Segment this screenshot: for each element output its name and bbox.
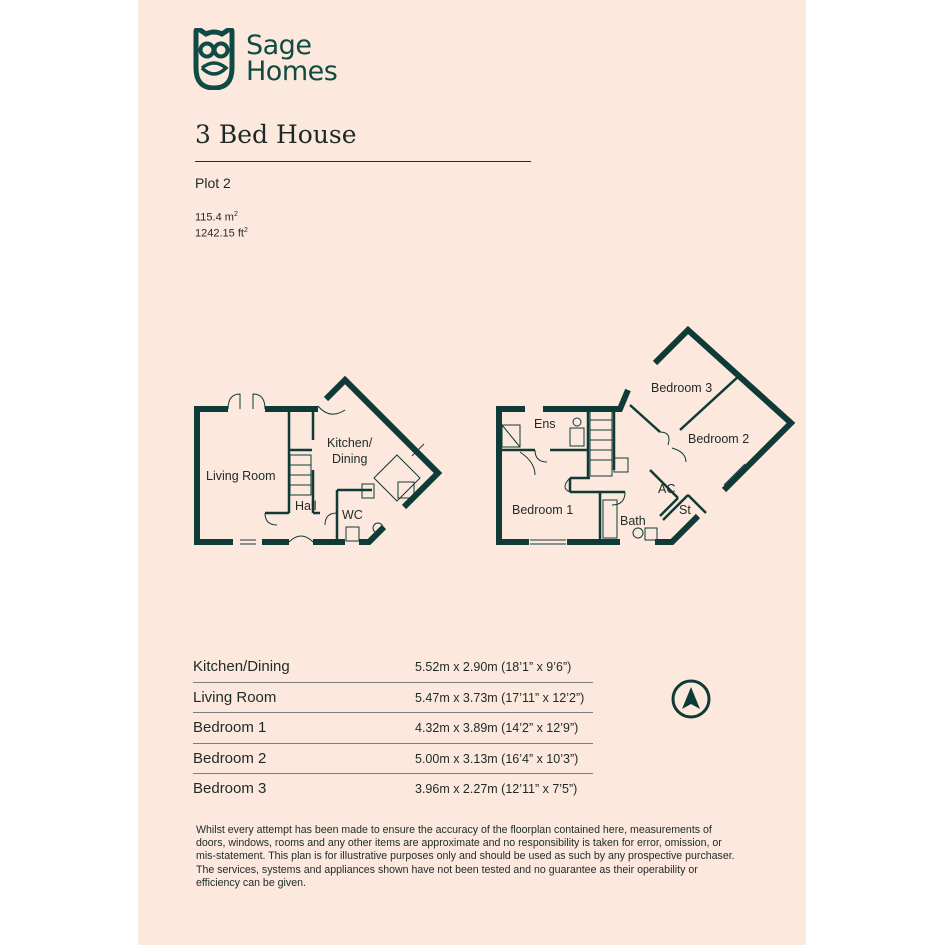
room-label-wc: WC xyxy=(342,508,363,522)
room-size: 5.47m x 3.73m (17’11” x 12’2”) xyxy=(415,690,585,705)
room-label-bedroom-1: Bedroom 1 xyxy=(512,503,574,517)
room-size: 5.00m x 3.13m (16’4” x 10’3”) xyxy=(415,751,579,766)
north-arrow-icon xyxy=(671,679,711,719)
area-sqm-value: 115.4 m xyxy=(195,211,234,224)
table-row xyxy=(193,713,593,744)
room-label-bedroom-2: Bedroom 2 xyxy=(688,432,750,446)
room-size: 4.32m x 3.89m (14’2” x 12’9”) xyxy=(415,721,579,735)
table-row xyxy=(193,774,593,804)
room-name: Living Room xyxy=(193,688,277,706)
brand-line-2: Homes xyxy=(246,56,338,87)
room-name: Bedroom 2 xyxy=(193,749,267,767)
room-label-ac: AC xyxy=(658,482,676,496)
room-size: 5.52m x 2.90m (18’1” x 9’6”) xyxy=(415,660,572,674)
area-sqft-value: 1242.15 ft xyxy=(195,227,244,240)
room-label-hall: Hall xyxy=(295,499,317,513)
room-name: Bedroom 3 xyxy=(193,780,267,797)
room-label-dining: Dining xyxy=(332,452,368,466)
room-label-st: St xyxy=(679,503,691,517)
plot-label: Plot 2 xyxy=(195,175,231,191)
room-dimensions-table xyxy=(193,652,593,804)
room-label-bath: Bath xyxy=(620,514,646,528)
area-sqm-exponent: 2 xyxy=(233,211,238,218)
table-row xyxy=(193,683,593,714)
area-sqft-exponent: 2 xyxy=(243,227,248,234)
page-title: 3 Bed House xyxy=(195,120,357,149)
room-label-ens: Ens xyxy=(534,417,556,431)
room-name: Bedroom 1 xyxy=(193,719,267,736)
table-row xyxy=(193,652,593,683)
ground-floor-walls xyxy=(197,380,438,542)
room-label-kitchen: Kitchen/ xyxy=(327,436,373,450)
room-label-living-room: Living Room xyxy=(206,469,276,483)
room-label-bedroom-3: Bedroom 3 xyxy=(651,381,713,395)
ground-floor-inner-walls xyxy=(265,409,372,542)
room-size: 3.96m x 2.27m (12’11” x 7’5”) xyxy=(415,782,578,796)
disclaimer-text: Whilst every attempt has been made to ensure the accuracy of the floorplan contained here, measurements of doors, windows, rooms and any other items are approximate and no responsibility is taken for error, omission, or mis-statement. This plan is for illustrative purposes only and should be used as such by any prospective purchaser. The services, systems and appliances shown have not been tested and no guarantee as their operability or efficiency can be given. xyxy=(196,824,735,889)
table-row xyxy=(193,744,593,775)
room-name: Kitchen/Dining xyxy=(193,658,290,675)
brand-line-1: Sage xyxy=(246,30,312,61)
